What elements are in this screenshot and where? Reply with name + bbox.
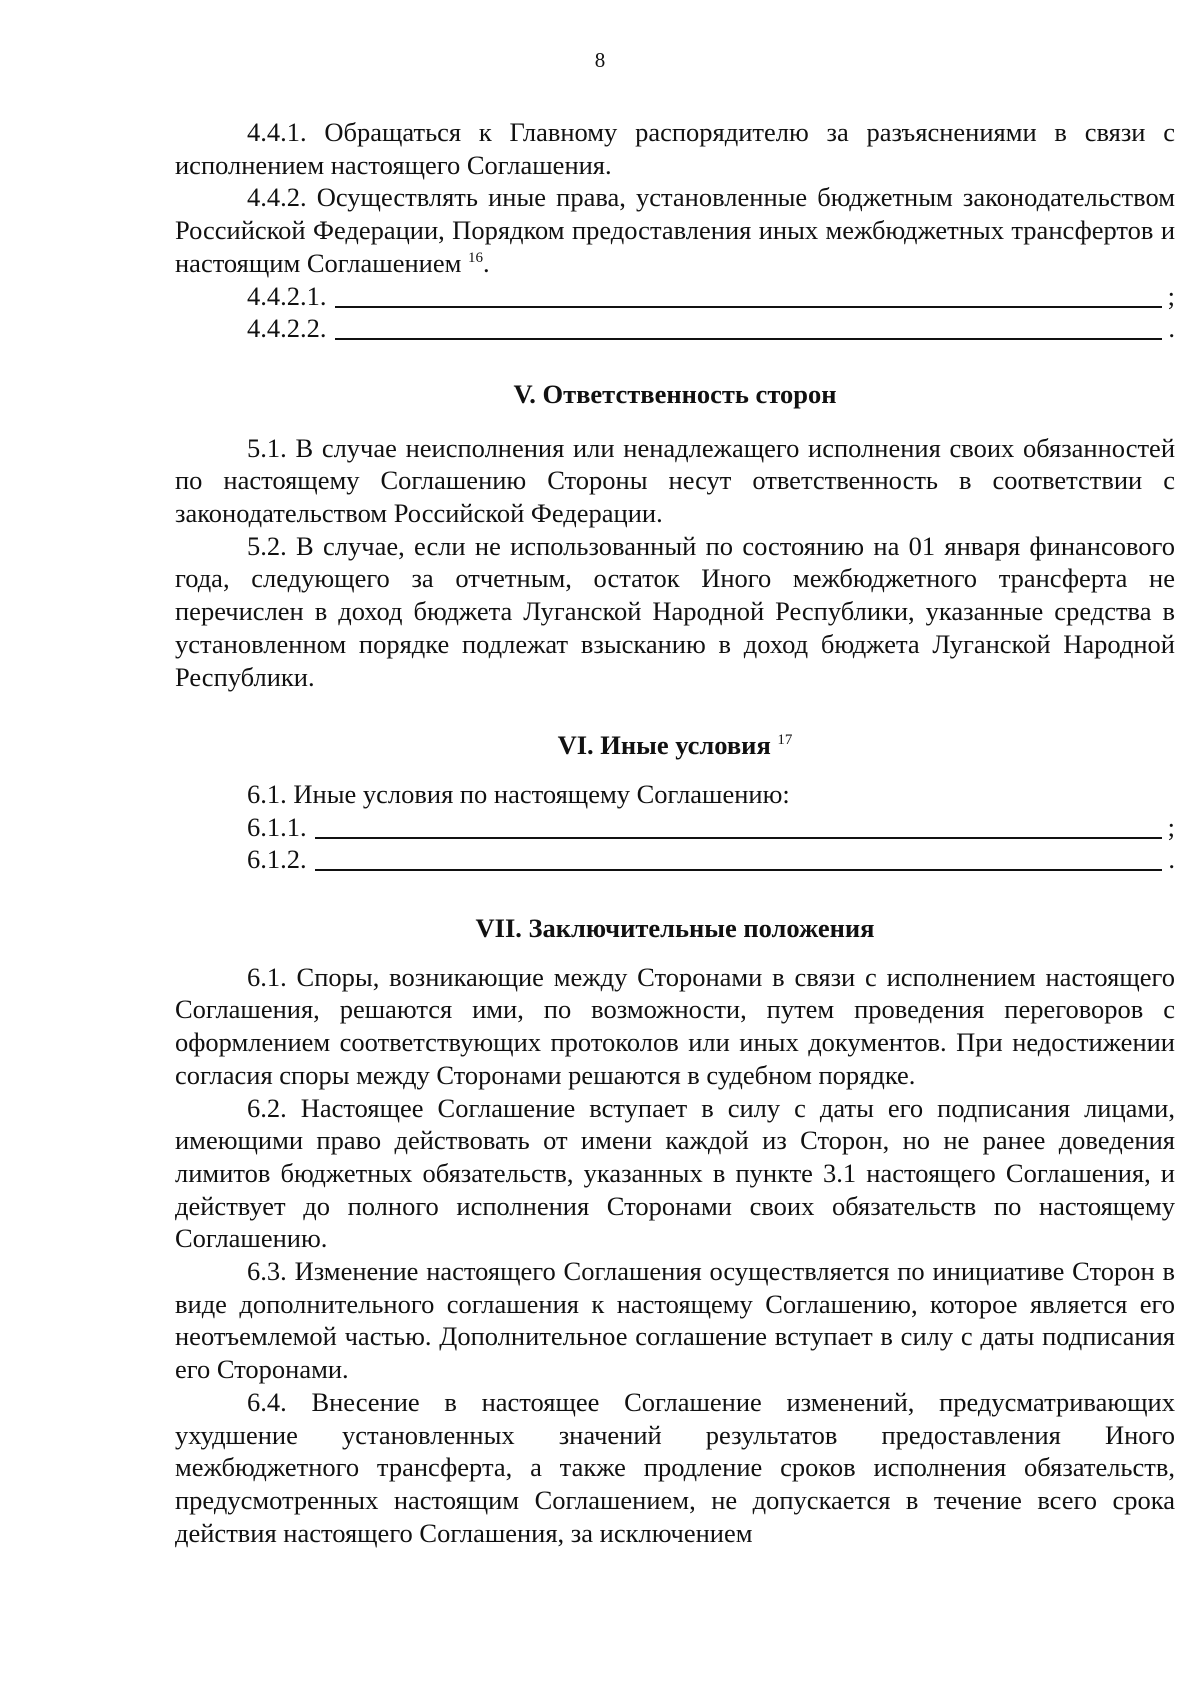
fill-in-line <box>335 280 1162 308</box>
section-6-title: VI. Иные условия <box>557 730 771 761</box>
item-number: 6.1.2. <box>247 844 307 875</box>
section-5-heading: V. Ответственность сторон <box>513 378 837 409</box>
fill-in-line <box>315 811 1162 839</box>
final-clause-6-3: 6.3. Изменение настоящего Соглашения осуществляется по инициативе Сторон в виде дополнительного соглашения к настоящему Соглашению, которое является его неотъемлемой частью. Дополнительное соглашение вступает в силу с даты подписания его Сторонами. <box>175 1256 1175 1385</box>
item-end: . <box>1168 313 1175 344</box>
fill-in-line <box>315 843 1163 871</box>
item-number: 4.4.2.1. <box>247 280 327 311</box>
item-end: ; <box>1167 280 1175 311</box>
footnote-ref-16: 16 <box>467 249 483 266</box>
clause-4-4-2-1 <box>175 280 1175 313</box>
section-6-heading <box>175 729 1175 762</box>
clause-5-2: 5.2. В случае, если не использованный по состоянию на 01 января финансового года, следующего за отчетным, остаток Иного межбюджетного трансферта не перечислен в доход бюджета Луганской Народной Республики, указанные средства в установленном порядке подлежат взысканию в доход бюджета Луганской Народной Республики. <box>175 530 1175 692</box>
clause-6-1-1 <box>175 811 1175 844</box>
clause-4-4-2-2 <box>175 312 1175 345</box>
clause-4-4-1: 4.4.1. Обращаться к Главному распорядителю за разъяснениями в связи с исполнением настоящего Соглашения. <box>175 117 1175 180</box>
footnote-ref-17: 17 <box>777 732 793 749</box>
final-clause-6-1: 6.1. Споры, возникающие между Сторонами в связи с исполнением настоящего Соглашения, решаются ими, по возможности, путем проведения переговоров с оформлением соответствующих протоколов или иных документов. При недостижении согласия споры между Сторонами решаются в судебном порядке. <box>175 961 1175 1090</box>
fill-in-line <box>335 312 1163 340</box>
clause-6-1: 6.1. Иные условия по настоящему Соглашению: <box>247 778 790 809</box>
clause-6-1-2 <box>175 843 1175 876</box>
item-number: 4.4.2.2. <box>247 313 327 344</box>
page-number: 8 <box>594 48 606 72</box>
clause-4-4-2-text: 4.4.2. Осуществлять иные права, установленные бюджетным законодательством Российской Федерации, Порядком предоставления иных межбюджетных трансфертов и настоящим Соглашением <box>175 182 1175 278</box>
clause-4-4-2 <box>175 181 1175 279</box>
item-end: ; <box>1167 811 1175 842</box>
final-clause-6-4: 6.4. Внесение в настоящее Соглашение изменений, предусматривающих ухудшение установленных значений результатов предоставления Иного межбюджетного трансферта, а также продление сроков исполнения обязательств, предусмотренных настоящим Соглашением, не допускается в течение всего срока действия настоящего Соглашения, за исключением <box>175 1386 1175 1548</box>
section-7-heading: VII. Заключительные положения <box>475 913 875 943</box>
final-clause-6-2: 6.2. Настоящее Соглашение вступает в силу с даты его подписания лицами, имеющими право действовать от имени каждой из Сторон, но не ранее доведения лимитов бюджетных обязательств, указанных в пункте 3.1 настоящего Соглашения, и действует до полного исполнения Сторонами своих обязательств по настоящему Соглашению. <box>175 1092 1175 1254</box>
document-body <box>175 116 1175 1549</box>
clause-5-1: 5.1. В случае неисполнения или ненадлежащего исполнения своих обязанностей по настоящему Соглашению Стороны несут ответственность в соответствии с законодательством Российской Федерации. <box>175 432 1175 528</box>
clause-4-4-2-end: . <box>482 247 490 278</box>
item-number: 6.1.1. <box>247 811 307 842</box>
item-end: . <box>1168 844 1175 875</box>
